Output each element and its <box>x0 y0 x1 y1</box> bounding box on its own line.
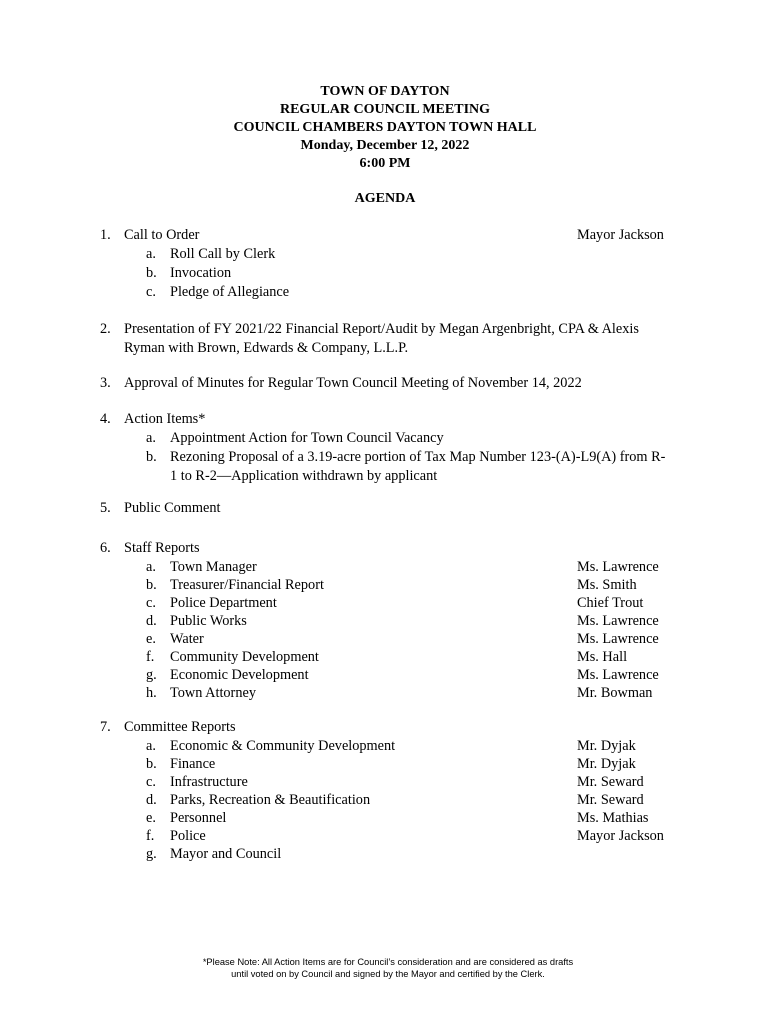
committee-report-row <box>100 774 700 792</box>
agenda-item-committee-reports <box>100 719 700 864</box>
sub-item-letter: a. <box>146 246 156 262</box>
item-title-line2: Ryman with Brown, Edwards & Company, L.L.P. <box>124 340 409 356</box>
agenda-item-public-comment <box>100 500 700 519</box>
sub-item-owner: Chief Trout <box>577 595 644 611</box>
sub-item-letter: c. <box>146 595 156 611</box>
sub-item-text: Pledge of Allegiance <box>170 284 290 300</box>
sub-item-letter: b. <box>146 756 157 772</box>
sub-item-text: Infrastructure <box>170 774 248 790</box>
sub-item <box>100 449 700 468</box>
sub-item-owner: Ms. Hall <box>577 649 628 665</box>
sub-item-owner: Mr. Bowman <box>577 685 653 701</box>
item-title: Public Comment <box>124 500 221 516</box>
sub-item-letter: g. <box>146 667 157 683</box>
item-number: 6. <box>100 540 111 556</box>
sub-item <box>100 430 700 449</box>
sub-item-owner: Ms. Smith <box>577 577 637 593</box>
footnote-line1: *Please Note: All Action Items are for Council’s consideration and are considered as drafts <box>202 957 574 967</box>
sub-item-text: Roll Call by Clerk <box>170 246 276 262</box>
sub-item-letter: a. <box>146 559 156 575</box>
sub-item-owner: Ms. Mathias <box>577 810 649 826</box>
sub-item-text: Town Manager <box>170 559 257 575</box>
sub-item-owner: Ms. Lawrence <box>577 667 659 683</box>
sub-item-letter: a. <box>146 430 156 446</box>
sub-item-letter: e. <box>146 810 156 826</box>
staff-report-row <box>100 667 700 685</box>
sub-item-owner: Mr. Seward <box>577 792 644 808</box>
committee-report-row <box>100 792 700 810</box>
footnote-line2: until voted on by Council and signed by the Mayor and certified by the Clerk. <box>231 969 545 979</box>
sub-item-owner: Ms. Lawrence <box>577 559 659 575</box>
meeting-time: 6:00 PM <box>359 156 411 171</box>
staff-report-row <box>100 577 700 595</box>
item-number: 3. <box>100 375 111 391</box>
sub-item-letter: c. <box>146 284 156 300</box>
sub-item-letter: b. <box>146 577 157 593</box>
sub-item-owner: Ms. Lawrence <box>577 631 659 647</box>
sub-item-text-line1: Rezoning Proposal of a 3.19-acre portion of Tax Map Number 123-(A)-L9(A) from R- <box>170 449 666 465</box>
sub-item-letter: b. <box>146 449 157 465</box>
sub-item-letter: h. <box>146 685 157 701</box>
sub-item-letter: a. <box>146 738 156 754</box>
sub-item-letter: e. <box>146 631 156 647</box>
agenda-item-financial-report <box>100 321 700 359</box>
sub-item-text-line2: 1 to R-2—Application withdrawn by applicant <box>170 468 438 484</box>
committee-report-row <box>100 756 700 774</box>
sub-item-text: Police Department <box>170 595 277 611</box>
item-owner: Mayor Jackson <box>577 227 664 243</box>
sub-item-text: Community Development <box>170 649 319 665</box>
town-name: TOWN OF DAYTON <box>320 84 450 99</box>
sub-item-owner: Mayor Jackson <box>577 828 664 844</box>
committee-report-row <box>100 810 700 828</box>
sub-item-text: Mayor and Council <box>170 846 282 862</box>
sub-item-continuation <box>100 468 700 487</box>
item-title: Action Items* <box>124 411 206 427</box>
staff-report-row <box>100 649 700 667</box>
committee-report-row <box>100 738 700 756</box>
sub-item-text: Appointment Action for Town Council Vacancy <box>170 430 444 446</box>
sub-item <box>100 265 700 284</box>
staff-report-row <box>100 559 700 577</box>
sub-item-owner: Ms. Lawrence <box>577 613 659 629</box>
sub-item-letter: g. <box>146 846 157 862</box>
committee-report-row <box>100 828 700 846</box>
sub-item-letter: d. <box>146 613 157 629</box>
agenda-title: AGENDA <box>354 191 416 206</box>
item-number: 4. <box>100 411 111 427</box>
sub-item-text: Parks, Recreation & Beautification <box>170 792 371 808</box>
staff-report-row <box>100 631 700 649</box>
sub-item-letter: f. <box>146 649 155 665</box>
item-title: Committee Reports <box>124 719 236 735</box>
sub-item <box>100 284 700 303</box>
sub-item-text: Town Attorney <box>170 685 256 701</box>
sub-item-owner: Mr. Dyjak <box>577 756 636 772</box>
agenda-header <box>0 83 770 173</box>
agenda-item-action-items <box>100 411 700 487</box>
agenda-item-approval-of-minutes <box>100 375 700 394</box>
sub-item-text: Invocation <box>170 265 232 281</box>
item-title: Call to Order <box>124 227 200 243</box>
item-title: Staff Reports <box>124 540 200 556</box>
sub-item-text: Economic Development <box>170 667 309 683</box>
sub-item-text: Treasurer/Financial Report <box>170 577 324 593</box>
item-number: 5. <box>100 500 111 516</box>
sub-item <box>100 246 700 265</box>
sub-item-text: Public Works <box>170 613 247 629</box>
sub-item-text: Finance <box>170 756 216 772</box>
sub-item-owner: Mr. Seward <box>577 774 644 790</box>
agenda-item-call-to-order <box>100 227 700 303</box>
item-title-line1: Presentation of FY 2021/22 Financial Report/Audit by Megan Argenbright, CPA & Alexis <box>124 321 639 337</box>
footnote <box>0 956 770 980</box>
sub-item-text: Police <box>170 828 206 844</box>
sub-item-text: Personnel <box>170 810 227 826</box>
staff-report-row <box>100 685 700 703</box>
item-number: 7. <box>100 719 111 735</box>
agenda-item-staff-reports <box>100 540 700 703</box>
staff-report-row <box>100 595 700 613</box>
sub-item-owner: Mr. Dyjak <box>577 738 636 754</box>
sub-item-letter: d. <box>146 792 157 808</box>
sub-item-text: Economic & Community Development <box>170 738 396 754</box>
item-number: 1. <box>100 227 111 243</box>
sub-item-letter: b. <box>146 265 157 281</box>
staff-report-row <box>100 613 700 631</box>
sub-item-letter: f. <box>146 828 155 844</box>
sub-item-letter: c. <box>146 774 156 790</box>
item-title: Approval of Minutes for Regular Town Council Meeting of November 14, 2022 <box>124 375 582 391</box>
meeting-date: Monday, December 12, 2022 <box>300 138 470 153</box>
committee-report-row <box>100 846 700 864</box>
meeting-type: REGULAR COUNCIL MEETING <box>279 102 491 117</box>
meeting-location: COUNCIL CHAMBERS DAYTON TOWN HALL <box>233 120 537 135</box>
item-number: 2. <box>100 321 111 337</box>
sub-item-text: Water <box>170 631 204 647</box>
